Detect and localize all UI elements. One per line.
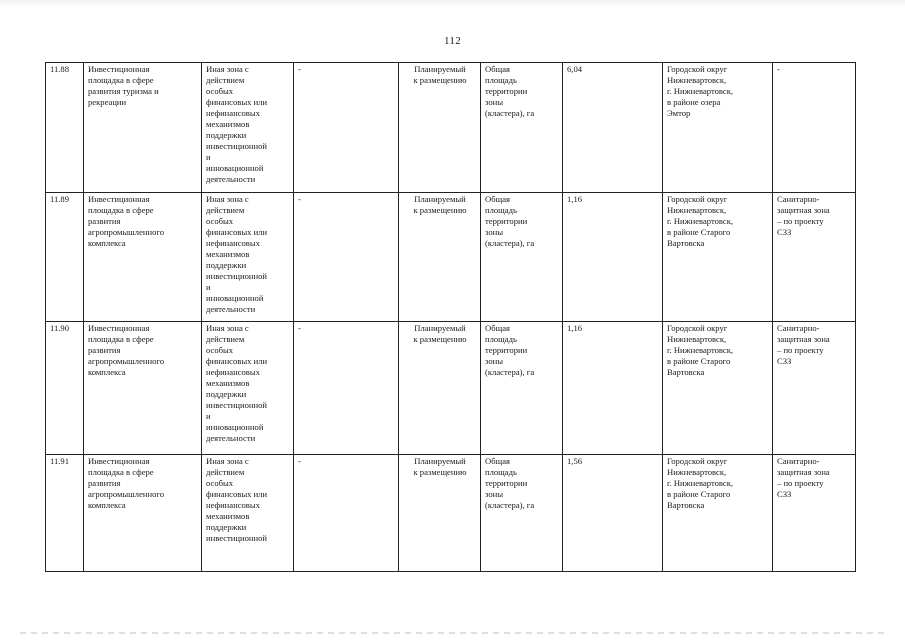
status-cell: Планируемый к размещению [399,455,481,572]
object-name-cell: Инвестиционная площадка в сфере развития агропромышленного комплекса [84,322,202,455]
zone-type-cell: Иная зона с действием особых финансовых или нефинансовых механизмов поддержки инвестиционной и инновационной деятельности [202,322,294,455]
location-cell: Городской округ Нижневартовск, г. Нижневартовск, в районе Старого Вартовска [663,322,773,455]
status-cell: Планируемый к размещению [399,193,481,322]
object-name-cell: Инвестиционная площадка в сфере развития туризма и рекреации [84,63,202,193]
restriction-cell: Санитарно- защитная зона – по проекту СЗЗ [773,193,856,322]
zone-type-cell: Иная зона с действием особых финансовых или нефинансовых механизмов поддержки инвестиционной [202,455,294,572]
value-cell: 1,56 [563,455,663,572]
zone-type-cell: Иная зона с действием особых финансовых или нефинансовых механизмов поддержки инвестиционной и инновационной деятельности [202,63,294,193]
status-cell: Планируемый к размещению [399,322,481,455]
status-cell: Планируемый к размещению [399,63,481,193]
table-row [46,63,856,193]
value-cell: 1,16 [563,193,663,322]
table-row [46,193,856,322]
object-name-cell: Инвестиционная площадка в сфере развития агропромышленного комплекса [84,193,202,322]
restriction-cell: Санитарно- защитная зона – по проекту СЗЗ [773,322,856,455]
restriction-cell: Санитарно- защитная зона – по проекту СЗЗ [773,455,856,572]
parameter-cell: Общая площадь территории зоны (кластера), га [481,63,563,193]
location-cell: Городской округ Нижневартовск, г. Нижневартовск, в районе Старого Вартовска [663,455,773,572]
row-number: 11.91 [46,455,84,572]
value-cell: 6,04 [563,63,663,193]
scan-edge-bottom [20,632,885,634]
parameter-cell: Общая площадь территории зоны (кластера), га [481,322,563,455]
object-name-cell: Инвестиционная площадка в сфере развития агропромышленного комплекса [84,455,202,572]
row-number: 11.89 [46,193,84,322]
table-row [46,455,856,572]
restriction-cell: - [773,63,856,193]
dash-cell: - [294,193,399,322]
page-number: 112 [444,35,461,47]
scan-edge-top [0,0,905,8]
location-cell: Городской округ Нижневартовск, г. Нижневартовск, в районе озера Эмтор [663,63,773,193]
row-number: 11.90 [46,322,84,455]
value-cell: 1,16 [563,322,663,455]
dash-cell: - [294,455,399,572]
table-row [46,322,856,455]
zone-type-cell: Иная зона с действием особых финансовых или нефинансовых механизмов поддержки инвестиционной и инновационной деятельности [202,193,294,322]
dash-cell: - [294,63,399,193]
dash-cell: - [294,322,399,455]
parameter-cell: Общая площадь территории зоны (кластера), га [481,455,563,572]
row-number: 11.88 [46,63,84,193]
register-table [45,62,856,572]
location-cell: Городской округ Нижневартовск, г. Нижневартовск, в районе Старого Вартовска [663,193,773,322]
parameter-cell: Общая площадь территории зоны (кластера), га [481,193,563,322]
